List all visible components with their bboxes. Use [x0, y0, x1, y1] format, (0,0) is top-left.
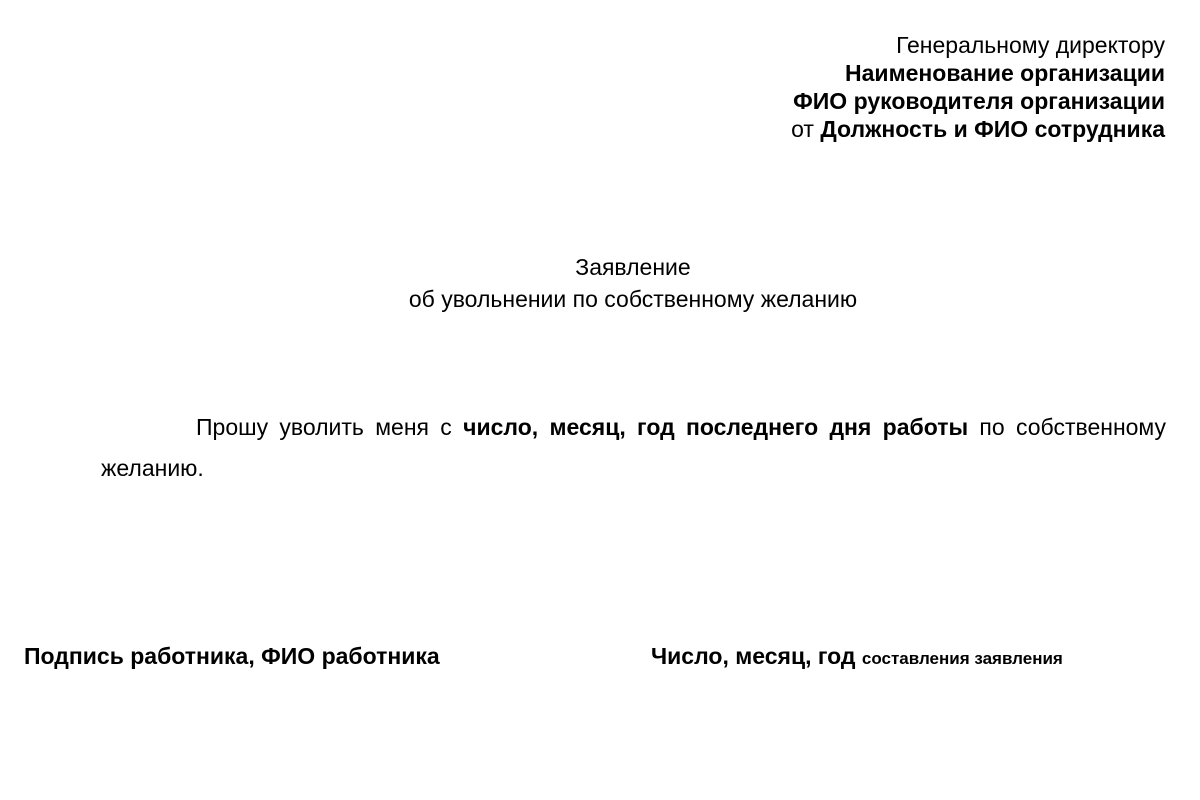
addressee-block: [791, 31, 1165, 143]
request-text-start: Прошу уволить меня с: [196, 414, 464, 440]
request-paragraph: [101, 407, 1166, 489]
sender-line: [791, 115, 1165, 143]
sender-name: Должность и ФИО сотрудника: [820, 116, 1165, 142]
application-date: [651, 643, 1063, 670]
date-placeholder: Число, месяц, год: [651, 643, 862, 669]
director-name: ФИО руководителя организации: [793, 88, 1165, 114]
document-title: [0, 251, 1200, 315]
title-line-1: Заявление: [575, 254, 691, 280]
organization-name: Наименование организации: [845, 60, 1165, 86]
sender-prefix: от: [791, 116, 821, 142]
addressee-position: Генеральному директору: [896, 32, 1165, 58]
employee-signature: Подпись работника, ФИО работника: [24, 643, 440, 669]
title-line-2: об увольнении по собственному желанию: [408, 286, 858, 312]
request-text-end: по собственному желанию.: [101, 414, 1167, 481]
date-caption: составления заявления: [861, 649, 1063, 668]
last-workday-placeholder: число, месяц, год последнего дня работы: [463, 414, 969, 440]
